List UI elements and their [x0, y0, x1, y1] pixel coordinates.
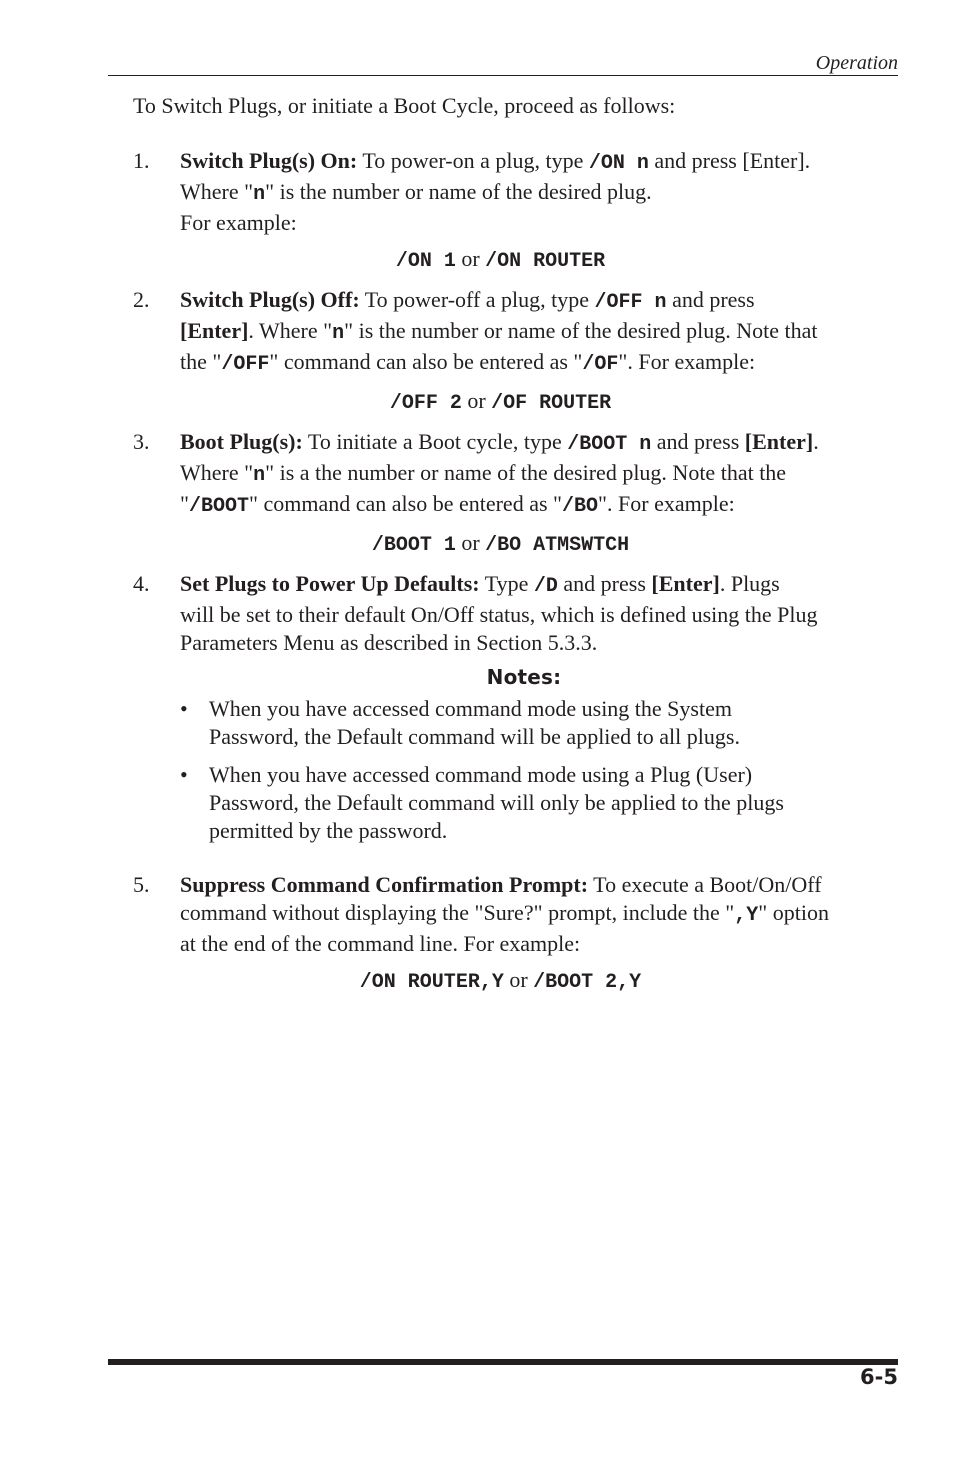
- command-code: /OF: [582, 353, 619, 376]
- bullet-icon: •: [180, 696, 188, 721]
- example-line-3: [133, 529, 898, 560]
- text-run: ". For example:: [618, 349, 756, 374]
- bullet-icon: •: [180, 762, 188, 787]
- command-code: /BO: [562, 495, 599, 518]
- text-run: " option: [758, 900, 829, 925]
- item-title: Boot Plug(s):: [180, 429, 303, 454]
- running-header: Operation: [815, 52, 898, 74]
- example-command: /ON ROUTER: [485, 250, 606, 273]
- example-command: /OFF 2: [389, 392, 462, 415]
- enter-key-label: [Enter]: [651, 571, 720, 596]
- note-text: When you have accessed command mode using the System: [209, 696, 732, 721]
- intro-paragraph: To Switch Plugs, or initiate a Boot Cycle, proceed as follows:: [133, 93, 676, 118]
- text-run: at the end of the command line. For example:: [180, 931, 581, 956]
- example-line-1: [133, 245, 898, 276]
- text-run: . Plugs: [719, 571, 780, 596]
- enter-key-label: [Enter]: [744, 429, 814, 454]
- item-number: 1.: [133, 148, 150, 173]
- text-run: will be set to their default On/Off status, which is defined using the Plug: [180, 602, 818, 627]
- text-run: " is the number or name of the desired plug. Note that: [344, 318, 818, 343]
- note-text: permitted by the password.: [209, 818, 448, 843]
- header-rule: [108, 75, 898, 76]
- item-number: 3.: [133, 429, 150, 454]
- text-run: ". For example:: [598, 491, 735, 516]
- list-item-1: [133, 147, 898, 237]
- note-bullet-1: [180, 695, 898, 751]
- text-run: Type: [479, 571, 534, 596]
- text-run: Parameters Menu as described in Section 5.3.3.: [180, 630, 598, 655]
- note-bullet-2: [180, 761, 898, 845]
- note-text: Password, the Default command will only be applied to the plugs: [209, 790, 784, 815]
- item-number: 5.: [133, 872, 150, 897]
- text-run: ": [180, 491, 189, 516]
- text-run: " command can also be entered as ": [249, 491, 563, 516]
- list-item-5: [133, 871, 898, 958]
- example-command: /ON ROUTER,Y: [359, 971, 504, 994]
- item-text: [180, 428, 898, 521]
- command-code: n: [253, 464, 266, 487]
- item-text: [180, 871, 898, 958]
- command-code: n: [332, 322, 345, 345]
- command-code: ,Y: [734, 904, 759, 927]
- command-code: /OFF: [221, 353, 270, 376]
- item-title: Switch Plug(s) Off:: [180, 287, 360, 312]
- item-title: Suppress Command Confirmation Prompt:: [180, 872, 589, 897]
- command-code: n: [253, 183, 266, 206]
- or-word: or: [509, 967, 528, 992]
- text-run: To initiate a Boot cycle, type: [302, 429, 568, 454]
- page-content: [133, 92, 898, 1007]
- text-run: To execute a Boot/On/Off: [588, 872, 822, 897]
- list-item-4: [133, 570, 898, 845]
- item-title: Switch Plug(s) On:: [180, 148, 358, 173]
- text-run: and press [Enter].: [648, 148, 811, 173]
- list-item-2: [133, 286, 898, 379]
- example-command: /BOOT 2,Y: [533, 971, 642, 994]
- command-code: /BOOT: [188, 495, 249, 518]
- item-text: [180, 570, 898, 657]
- command-code: /BOOT n: [567, 433, 652, 456]
- example-command: /BO ATMSWTCH: [485, 534, 630, 557]
- example-command: /OF ROUTER: [491, 392, 612, 415]
- example-line-2: [133, 387, 898, 418]
- or-word: or: [461, 246, 480, 271]
- item-number: 2.: [133, 287, 150, 312]
- text-run: .: [813, 429, 819, 454]
- or-word: or: [467, 388, 486, 413]
- command-code: /D: [533, 575, 558, 598]
- example-command: /ON 1: [395, 250, 456, 273]
- text-run: and press: [651, 429, 745, 454]
- item-text: [180, 286, 898, 379]
- example-line-5: [133, 966, 898, 997]
- list-item-3: [133, 428, 898, 521]
- spacer: [133, 855, 898, 871]
- text-run: To power-on a plug, type: [357, 148, 589, 173]
- text-run: To power-off a plug, type: [359, 287, 595, 312]
- text-run: Where ": [180, 460, 254, 485]
- text-run: " command can also be entered as ": [269, 349, 583, 374]
- text-run: For example:: [180, 210, 297, 235]
- text-run: . Where ": [248, 318, 333, 343]
- note-text: Password, the Default command will be applied to all plugs.: [209, 724, 740, 749]
- footer-rule: [108, 1359, 898, 1365]
- item-title: Set Plugs to Power Up Defaults:: [180, 571, 480, 596]
- or-word: or: [461, 530, 480, 555]
- page-number: 6-5: [860, 1365, 898, 1389]
- text-run: and press: [666, 287, 755, 312]
- enter-key-label: [Enter]: [180, 318, 249, 343]
- text-run: " is a the number or name of the desired plug. Note that the: [265, 460, 787, 485]
- command-code: /OFF n: [594, 291, 667, 314]
- text-run: the ": [180, 349, 222, 374]
- text-run: " is the number or name of the desired plug.: [265, 179, 652, 204]
- text-run: and press: [557, 571, 652, 596]
- note-text: When you have accessed command mode using a Plug (User): [209, 762, 753, 787]
- item-text: [180, 147, 898, 237]
- command-code: /ON n: [588, 152, 649, 175]
- text-run: Where ": [180, 179, 254, 204]
- item-number: 4.: [133, 571, 150, 596]
- text-run: command without displaying the "Sure?" prompt, include the ": [180, 900, 735, 925]
- notes-heading: Notes:: [486, 665, 562, 689]
- example-command: /BOOT 1: [371, 534, 456, 557]
